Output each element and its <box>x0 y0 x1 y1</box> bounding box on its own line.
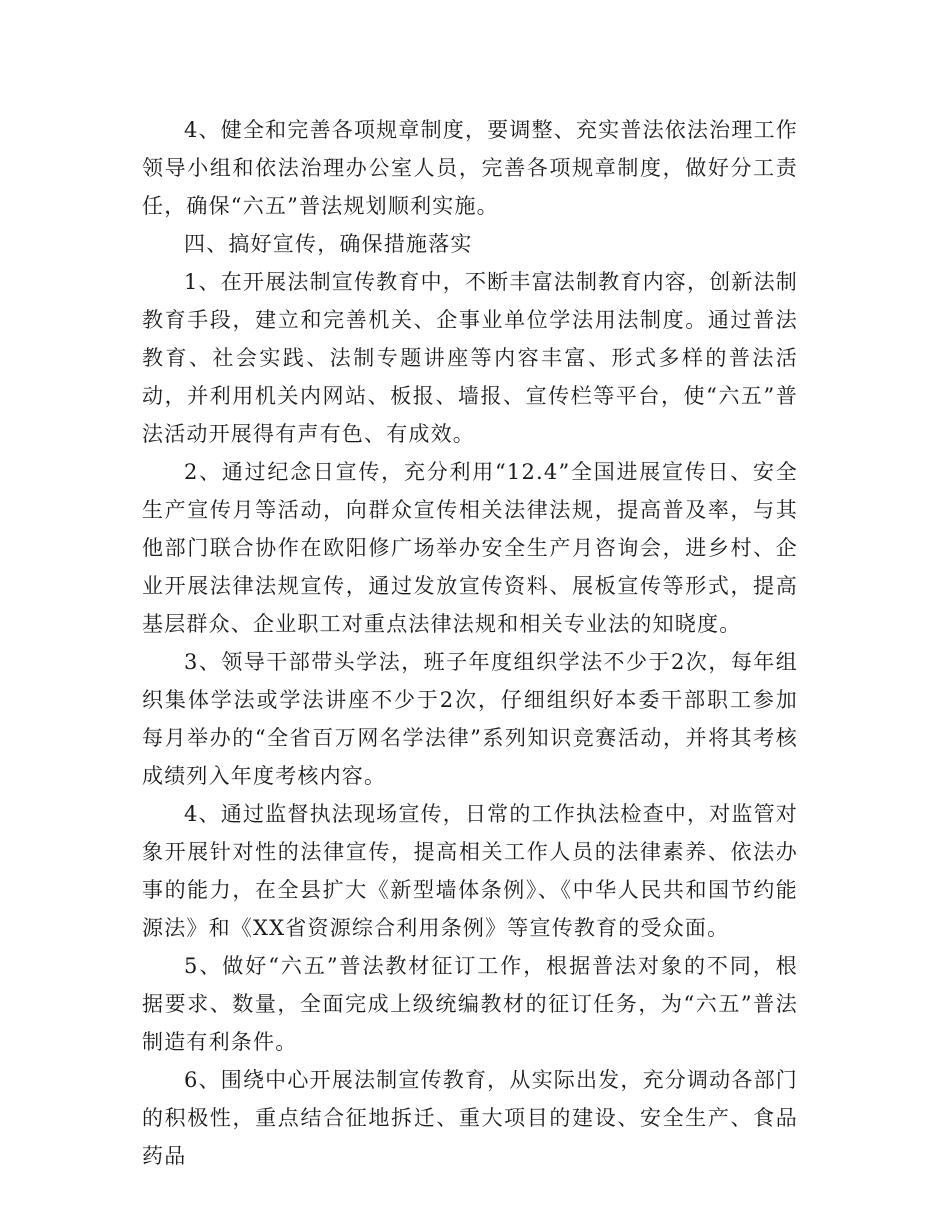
paragraph-leaders-study: 3、领导干部带头学法，班子年度组织学法不少于2次，每年组织集体学法或学法讲座不少于2次，仔细组织好本委干部职工参加每月举办的“全省百万网名学法律”系列知识竞赛活动，并将其考核成绩列入年度考核内容。 <box>142 650 798 788</box>
paragraph-commemoration-day: 2、通过纪念日宣传，充分利用“12.4”全国进展宣传日、安全生产宣传月等活动，向群众宣传相关法律法规，提高普及率，与其他部门联合协作在欧阳修广场举办安全生产月咨询会，进乡村、企业开展法律法规宣传，通过发放宣传资料、展板宣传等形式，提高基层群众、企业职工对重点法律法规和相关专业法的知晓度。 <box>142 460 798 636</box>
paragraph-center-work: 6、围绕中心开展法制宣传教育，从实际出发，充分调动各部门的积极性，重点结合征地拆迁、重大项目的建设、安全生产、食品药品 <box>142 1068 798 1168</box>
paragraph-rules-system: 4、健全和完善各项规章制度，要调整、充实普法依法治理工作领导小组和依法治理办公室人员，完善各项规章制度，做好分工责任，确保“六五”普法规划顺利实施。 <box>142 118 798 218</box>
paragraph-supervision-enforcement: 4、通过监督执法现场宣传，日常的工作执法检查中，对监管对象开展针对性的法律宣传，提高相关工作人员的法律素养、依法办事的能力，在全县扩大《新型墙体条例》、《中华人民共和国节约能源法》和《XX省资源综合利用条例》等宣传教育的受众面。 <box>142 802 798 940</box>
paragraph-legal-education: 1、在开展法制宣传教育中，不断丰富法制教育内容，创新法制教育手段，建立和完善机关、企事业单位学法用法制度。通过普法教育、社会实践、法制专题讲座等内容丰富、形式多样的普法活动，并利用机关内网站、板报、墙报、宣传栏等平台，使“六五”普法活动开展得有声有色、有成效。 <box>142 270 798 446</box>
section-heading-publicity: 四、搞好宣传，确保措施落实 <box>184 232 473 256</box>
paragraph-textbook-ordering: 5、做好“六五”普法教材征订工作，根据普法对象的不同，根据要求、数量，全面完成上级统编教材的征订任务，为“六五”普法制造有利条件。 <box>142 954 798 1054</box>
document-body <box>142 111 798 1175</box>
